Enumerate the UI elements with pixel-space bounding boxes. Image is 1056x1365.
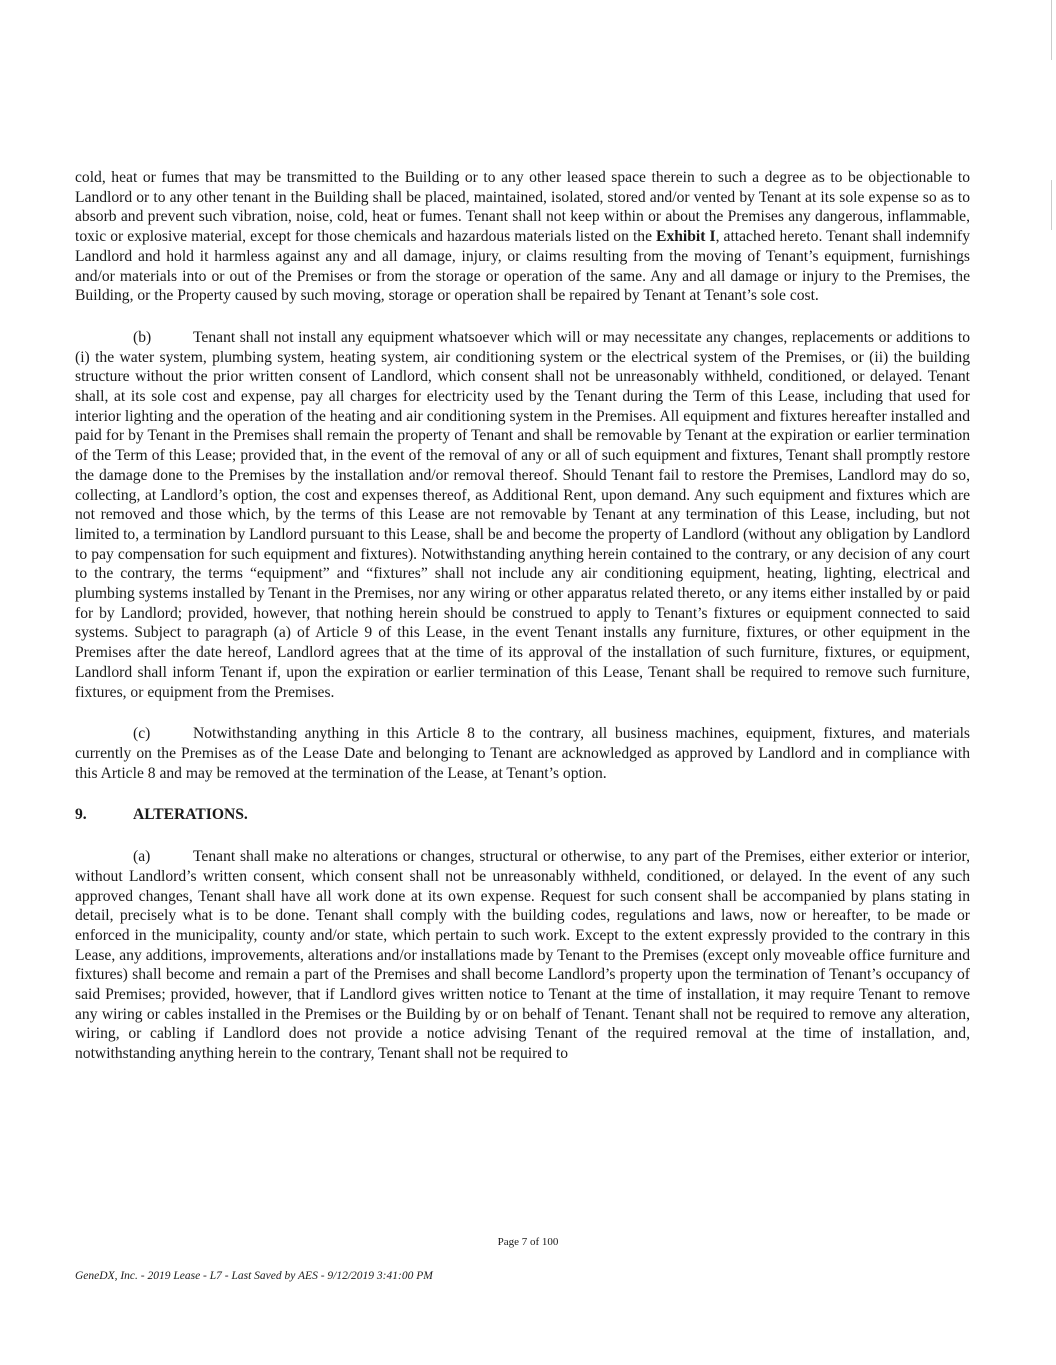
paragraph-label: (a): [133, 848, 151, 866]
section-title: ALTERATIONS.: [133, 806, 248, 824]
text: cold, heat or fumes that may be transmitted to the Building or to any other leased space therein to such a degree as to be objectionable to Landlord or to any other tenant in the Building shall be placed, maintained, isolated, stored and/or vented by Tenant at its sole expense so as to absorb and prevent such vibration, noise, cold, heat or fumes. Tenant shall not keep within or about the Premises any dangerous, inflammable, toxic or explosive material, except for those chemicals and hazardous materials listed on the: [75, 169, 970, 246]
paragraph-label: (b): [133, 328, 152, 346]
paragraph-c: [75, 724, 970, 783]
scan-artifact: [1051, 0, 1052, 60]
document-footer: GeneDX, Inc. - 2019 Lease - L7 - Last Saved by AES - 9/12/2019 3:41:00 PM: [75, 1270, 433, 1282]
section-heading: [75, 805, 970, 825]
exhibit-reference: Exhibit I: [656, 228, 716, 246]
paragraph-text: Tenant shall make no alterations or changes, structural or otherwise, to any part of the Premises, either exterior or interior, without Landlord’s written consent, which consent shall not be unreasonably withheld, conditioned, or delayed. In the event of any such approved changes, Tenant shall have all work done at its own expense. Request for such consent shall be accompanied by plans stating in detail, precisely what is to be done. Tenant shall comply with the building codes, regulations and laws, now or hereafter, to be made or enforced in the municipality, county and/or state, which pertain to such work. Except to the extent expressly provided to the contrary in this Lease, any additions, improvements, alterations and/or installations made by Tenant to the Premises (except only moveable office furniture and fixtures) shall become and remain a part of the Premises and shall become Landlord’s property upon the termination of Tenant’s occupancy of said Premises; provided, however, that if Landlord gives written notice to Tenant at the time of installation, it may require Tenant to remove any wiring or cables installed in the Premises or the Building by or on behalf of Tenant. Tenant shall not be required to remove any alteration, wiring, or cabling if Landlord does not provide a notice advising Tenant of the required removal at the time of installation, and, notwithstanding anything herein to the contrary, Tenant shall not be required to: [75, 848, 970, 1063]
paragraph-9a: [75, 847, 970, 1064]
section-number: 9.: [75, 806, 87, 824]
paragraph-label: (c): [133, 725, 151, 743]
scan-artifact: [1051, 180, 1052, 230]
paragraph-text: Notwithstanding anything in this Article 8 to the contrary, all business machines, equipment, fixtures, and materials currently on the Premises as of the Lease Date and belonging to Tenant are acknowledged as approved by Landlord and in compliance with this Article 8 and may be removed at the termination of the Lease, at Tenant’s option.: [75, 725, 970, 782]
page-number: Page 7 of 100: [497, 1236, 559, 1248]
paragraph-b: [75, 328, 970, 702]
text: , attached hereto. Tenant shall indemnify Landlord and hold it harmless against any and all damage, injury, or claims resulting from the moving of Tenant’s equipment, furnishings and/or materials into or out of the Premises or from the storage or operation of the same. Any and all damage or injury to the Premises, the Building, or the Property caused by such moving, storage or operation shall be repaired by Tenant at Tenant’s sole cost.: [75, 228, 970, 305]
document-body: [75, 168, 970, 1086]
paragraph-continuation: [75, 168, 970, 306]
paragraph-text: Tenant shall not install any equipment whatsoever which will or may necessitate any changes, replacements or additions to (i) the water system, plumbing system, heating system, air conditioning system or the electrical system of the Premises, or (ii) the building structure without the prior written consent of Landlord, which consent shall not be unreasonably withheld, conditioned, or delayed. Tenant shall, at its sole cost and expense, pay all charges for electricity used by the Tenant during the Term of this Lease, including that used for interior lighting and the operation of the heating and air conditioning system in the Premises. All equipment and fixtures hereafter installed and paid for by Tenant in the Premises shall remain the property of Tenant and shall be removable by Tenant at the expiration or earlier termination of the Term of this Lease; provided that, in the event of the removal of any or all of such equipment and fixtures, Tenant shall promptly restore the damage done to the Premises by the installation and/or removal thereof. Should Tenant fail to restore the Premises, Landlord may do so, collecting, at Landlord’s option, the cost and expenses thereof, as Additional Rent, upon demand. Any such equipment and fixtures which are not removed and those which, by the terms of this Lease are not removable by Tenant at any termination of this Lease, including, but not limited to, a termination by Landlord pursuant to this Lease, shall be and become the property of Landlord (without any obligation by Landlord to pay compensation for such equipment and fixtures). Notwithstanding anything herein contained to the contrary, or any decision of any court to the contrary, the terms “equipment” and “fixtures” shall not include any air conditioning equipment, heating, lighting, electrical and plumbing systems installed by Tenant in the Premises, nor any wiring or other apparatus related thereto, or any items either installed by or paid for by Landlord; provided, however, that nothing herein should be construed to apply to Tenant’s fixtures or equipment connected to said systems. Subject to paragraph (a) of Article 9 of this Lease, in the event Tenant installs any furniture, fixtures, or other equipment in the Premises after the date hereof, Landlord agrees that at the time of its approval of the installation of such furniture, fixtures, or equipment, Landlord shall inform Tenant if, upon the expiration or earlier termination of this Lease, Tenant shall be required to remove such furniture, fixtures, or equipment from the Premises.: [75, 328, 970, 701]
